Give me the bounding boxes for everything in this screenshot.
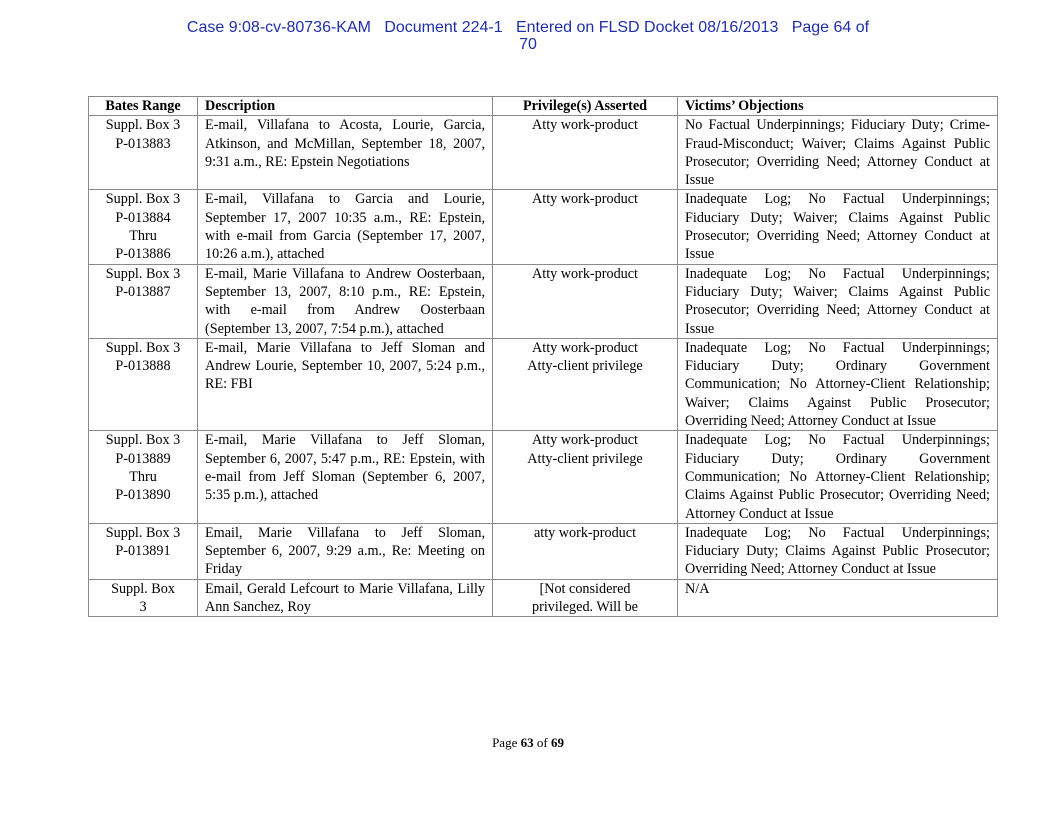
table-row [89, 523, 998, 579]
privilege-line: atty work-product [533, 524, 637, 541]
cell-objections: N/A [678, 579, 998, 617]
table-header-row [89, 97, 998, 116]
table-row [89, 264, 998, 338]
footer-of: of [536, 735, 548, 750]
cell-privilege [493, 431, 678, 523]
bates-line: P-013889 [115, 450, 171, 467]
table-row [89, 431, 998, 523]
cell-bates-range [89, 431, 198, 523]
table-row [89, 190, 998, 264]
cell-description: E-mail, Marie Villafana to Jeff Sloman and Andrew Lourie, September 10, 2007, 5:24 p.m., RE: FBI [198, 338, 493, 430]
bates-line: P-013891 [115, 543, 171, 560]
stamp-line-2 [0, 36, 1056, 53]
cell-objections: Inadequate Log; No Factual Underpinnings; Fiduciary Duty; Waiver; Claims Against Public Prosecutor; Overriding Need; Attorney Conduct at Issue [678, 190, 998, 264]
bates-line: Suppl. Box 3 [105, 265, 181, 282]
cell-bates-range [89, 116, 198, 190]
cell-description: E-mail, Villafana to Garcia and Lourie, September 17, 2007 10:35 a.m., RE: Epstein, with e-mail from Garcia (September 17, 2007, 10:26 a.m.), attached [198, 190, 493, 264]
header-privilege: Privilege(s) Asserted [493, 97, 678, 116]
bates-line: Suppl. Box 3 [105, 191, 181, 208]
court-filing-stamp [0, 19, 1056, 53]
cell-objections: Inadequate Log; No Factual Underpinnings; Fiduciary Duty; Ordinary Government Communication; No Attorney-Client Relationship; Claims Against Public Prosecutor; Overriding Need; Attorney Conduct at Issue [678, 431, 998, 523]
stamp-case-number: Case 9:08-cv-80736-KAM [186, 19, 371, 36]
privilege-line: [Not considered [539, 580, 631, 597]
cell-objections: Inadequate Log; No Factual Underpinnings; Fiduciary Duty; Ordinary Government Communication; No Attorney-Client Relationship; Waiver; Claims Against Public Prosecutor; Overriding Need; Attorney Conduct at Issue [678, 338, 998, 430]
bates-line: P-013888 [115, 358, 171, 375]
bates-line: P-013883 [115, 135, 171, 152]
header-objections: Victims’ Objections [678, 97, 998, 116]
cell-objections: Inadequate Log; No Factual Underpinnings; Fiduciary Duty; Waiver; Claims Against Public Prosecutor; Overriding Need; Attorney Conduct at Issue [678, 264, 998, 338]
stamp-line-1 [0, 19, 1056, 36]
cell-bates-range [89, 338, 198, 430]
privilege-line: Atty-client privilege [527, 358, 643, 375]
privilege-line: privileged. Will be [532, 599, 638, 616]
bates-line: 3 [139, 599, 147, 616]
cell-privilege [493, 190, 678, 264]
privilege-line: Atty work-product [532, 191, 638, 208]
bates-line: Suppl. Box 3 [105, 432, 181, 449]
stamp-total-pages: 70 [519, 36, 537, 53]
table-row [89, 579, 998, 617]
bates-line: P-013886 [115, 246, 171, 263]
cell-privilege [493, 338, 678, 430]
cell-bates-range [89, 523, 198, 579]
bates-line: Thru [129, 228, 157, 245]
cell-description: Email, Marie Villafana to Jeff Sloman, September 6, 2007, 9:29 a.m., Re: Meeting on Friday [198, 523, 493, 579]
footer-current-page: 63 [520, 735, 534, 750]
privilege-line: Atty work-product [532, 117, 638, 134]
privilege-log-table [88, 96, 998, 617]
bates-line: P-013890 [115, 487, 171, 504]
page-footer [0, 735, 1056, 751]
cell-description: E-mail, Marie Villafana to Andrew Oosterbaan, September 13, 2007, 8:10 p.m., RE: Epstein, with e-mail from Andrew Oosterbaan (September 13, 2007, 7:54 p.m.), attached [198, 264, 493, 338]
table-row [89, 338, 998, 430]
header-description: Description [198, 97, 493, 116]
footer-total-pages: 69 [550, 735, 564, 750]
table-body [89, 116, 998, 617]
cell-description: E-mail, Villafana to Acosta, Lourie, Garcia, Atkinson, and McMillan, September 18, 2007, 9:31 a.m., RE: Epstein Negotiations [198, 116, 493, 190]
header-bates-range: Bates Range [89, 97, 198, 116]
privilege-line: Atty work-product [532, 432, 638, 449]
bates-line: P-013884 [115, 209, 171, 226]
bates-line: Suppl. Box 3 [105, 117, 181, 134]
bates-line: P-013887 [115, 283, 171, 300]
cell-privilege [493, 579, 678, 617]
privilege-line: Atty work-product [532, 265, 638, 282]
cell-objections: No Factual Underpinnings; Fiduciary Duty; Crime-Fraud-Misconduct; Waiver; Claims Against Public Prosecutor; Overriding Need; Attorney Conduct at Issue [678, 116, 998, 190]
table-row [89, 116, 998, 190]
cell-privilege [493, 116, 678, 190]
footer-prefix: Page [492, 735, 518, 750]
cell-description: E-mail, Marie Villafana to Jeff Sloman, September 6, 2007, 5:47 p.m., RE: Epstein, with e-mail from Jeff Sloman (September 6, 2007, 5:35 p.m.), attached [198, 431, 493, 523]
privilege-line: Atty work-product [532, 339, 638, 356]
cell-bates-range [89, 264, 198, 338]
cell-privilege [493, 264, 678, 338]
cell-bates-range [89, 579, 198, 617]
cell-description: Email, Gerald Lefcourt to Marie Villafana, Lilly Ann Sanchez, Roy [198, 579, 493, 617]
cell-objections: Inadequate Log; No Factual Underpinnings; Fiduciary Duty; Claims Against Public Prosecutor; Overriding Need; Attorney Conduct at Issue [678, 523, 998, 579]
bates-line: Thru [129, 468, 157, 485]
stamp-page: Page 64 of [791, 19, 870, 36]
bates-line: Suppl. Box 3 [105, 339, 181, 356]
cell-bates-range [89, 190, 198, 264]
cell-privilege [493, 523, 678, 579]
privilege-line: Atty-client privilege [527, 450, 643, 467]
bates-line: Suppl. Box [111, 580, 175, 597]
stamp-document-number: Document 224-1 [384, 19, 503, 36]
stamp-entered: Entered on FLSD Docket 08/16/2013 [515, 19, 779, 36]
bates-line: Suppl. Box 3 [105, 524, 181, 541]
